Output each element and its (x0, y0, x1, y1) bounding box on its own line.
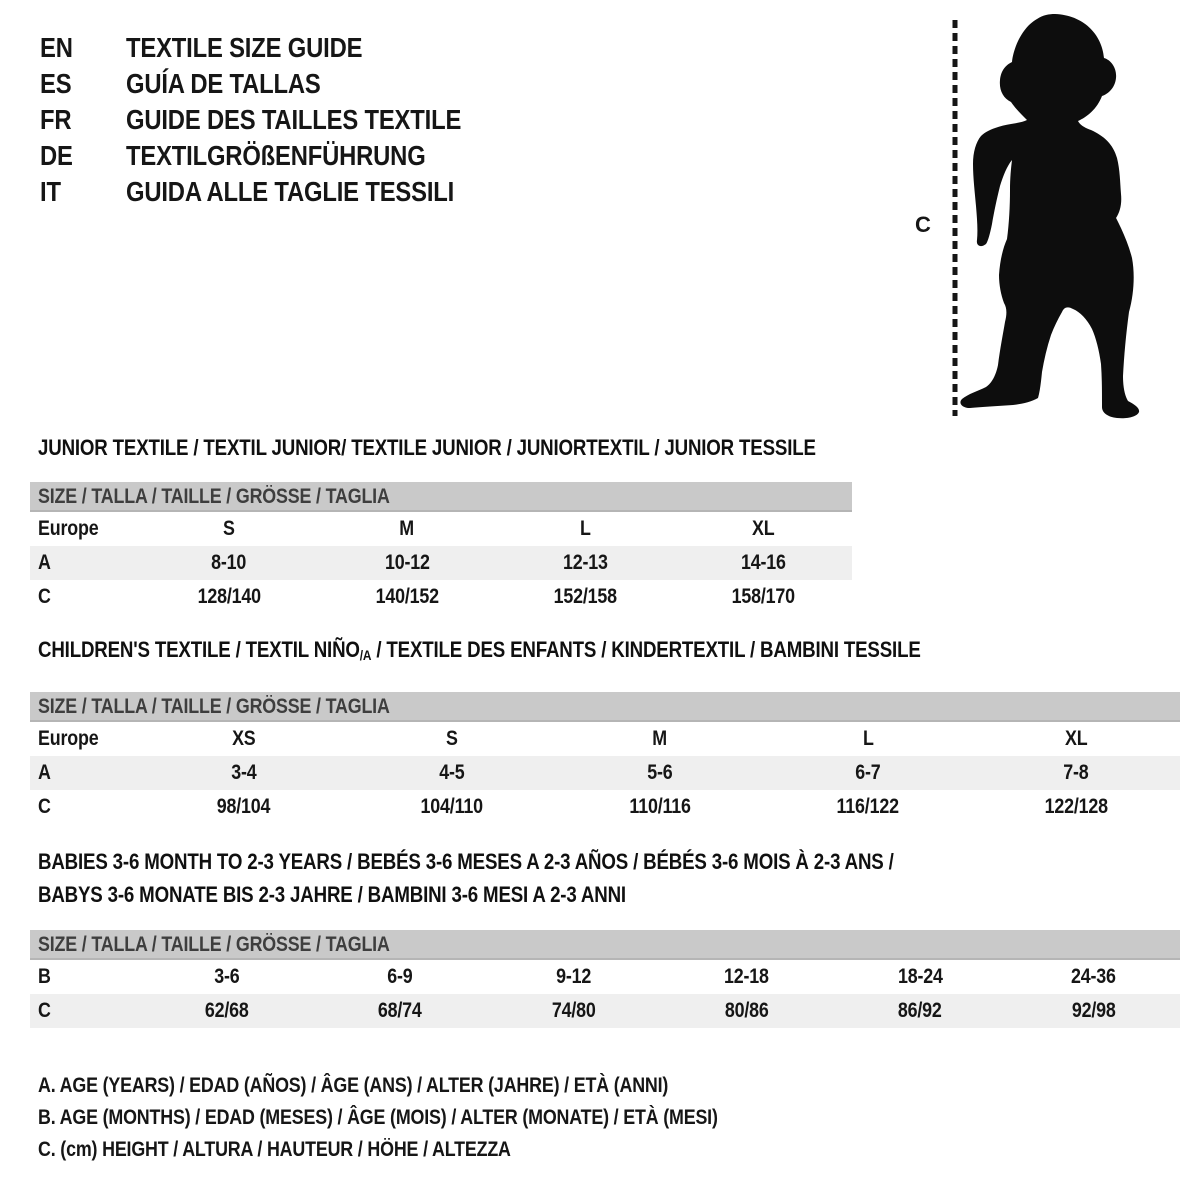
table-cell: 92/98 (1071, 999, 1116, 1022)
table-cell: 10-12 (384, 551, 430, 574)
measurement-legend (38, 1070, 838, 1166)
row-label: C (38, 795, 51, 818)
language-title: GUÍA DE TALLAS (125, 68, 321, 99)
language-code: DE (40, 140, 73, 171)
babies-section-heading: BABIES 3-6 MONTH TO 2-3 YEARS / BEBÉS 3-6 MESES A 2-3 AÑOS / BÉBÉS 3-6 MOIS À 2-3 ANS / BABYS 3-6 MONATE BIS 2-3 JAHRE / BAMBINI 3-6 MESI A 2-3 ANNI (38, 849, 894, 907)
language-title: GUIDA ALLE TAGLIE TESSILI (125, 176, 454, 207)
table-row (30, 546, 852, 580)
language-row-de (40, 138, 520, 174)
language-title: GUIDE DES TAILLES TEXTILE (125, 104, 461, 135)
babies-size-header-bar: SIZE / TALLA / TAILLE / GRÖSSE / TAGLIA (30, 930, 1180, 960)
table-cell: 7-8 (1063, 761, 1089, 784)
table-cell: 74/80 (551, 999, 596, 1022)
table-cell: 152/158 (553, 585, 617, 608)
table-row (30, 512, 852, 546)
table-cell: 80/86 (724, 999, 769, 1022)
table-row (30, 994, 1180, 1028)
table-cell: S (446, 727, 458, 750)
babies-table (30, 930, 1180, 1028)
table-cell: 3-6 (214, 965, 240, 988)
table-row (30, 790, 1180, 824)
table-row (30, 756, 1180, 790)
table-cell: L (579, 517, 591, 540)
table-cell: XL (751, 517, 775, 540)
table-cell: 158/170 (731, 585, 795, 608)
row-label: Europe (38, 727, 99, 750)
row-label: B (38, 965, 51, 988)
row-label: A (38, 551, 51, 574)
table-cell: 128/140 (197, 585, 261, 608)
junior-table (30, 482, 852, 614)
table-cell: 14-16 (740, 551, 786, 574)
table-cell: 9-12 (555, 965, 591, 988)
language-code: EN (40, 32, 73, 63)
legend-line-b: B. AGE (MONTHS) / EDAD (MESES) / ÂGE (MOIS) / ALTER (MONATE) / ETÀ (MESI) (38, 1106, 718, 1129)
table-cell: 5-6 (647, 761, 673, 784)
figure-height-label: C (915, 212, 931, 237)
table-cell: XL (1064, 727, 1088, 750)
language-title: TEXTILE SIZE GUIDE (125, 32, 363, 63)
table-cell: L (862, 727, 874, 750)
baby-silhouette (960, 14, 1139, 418)
table-cell: 18-24 (897, 965, 943, 988)
table-cell: 4-5 (439, 761, 465, 784)
table-cell: 24-36 (1070, 965, 1116, 988)
baby-silhouette-icon (905, 10, 1155, 422)
table-cell: 68/74 (378, 999, 422, 1022)
language-code: IT (40, 176, 61, 207)
table-row (30, 960, 1180, 994)
table-cell: 8-10 (211, 551, 247, 574)
table-cell: 140/152 (375, 585, 439, 608)
table-cell: 6-9 (387, 965, 413, 988)
language-code: FR (40, 104, 72, 135)
table-cell: 12-18 (724, 965, 770, 988)
legend-line-a: A. AGE (YEARS) / EDAD (AÑOS) / ÂGE (ANS) / ALTER (JAHRE) / ETÀ (ANNI) (38, 1074, 669, 1097)
children-table (30, 692, 1180, 824)
table-cell: 12-13 (562, 551, 608, 574)
table-cell: 122/128 (1044, 795, 1108, 818)
table-cell: 86/92 (898, 999, 942, 1022)
children-section-heading: CHILDREN'S TEXTILE / TEXTIL NIÑO/A / TEXTILE DES ENFANTS / KINDERTEXTIL / BAMBINI TESSILE (38, 637, 921, 663)
baby-figure (905, 10, 1155, 422)
language-row-fr (40, 102, 520, 138)
row-label: C (38, 999, 51, 1022)
table-cell: 6-7 (855, 761, 881, 784)
junior-size-header-bar: SIZE / TALLA / TAILLE / GRÖSSE / TAGLIA (30, 482, 852, 512)
table-cell: 110/116 (629, 795, 691, 818)
language-row-en (40, 30, 520, 66)
table-row (30, 580, 852, 614)
language-title: TEXTILGRÖßENFÜHRUNG (125, 140, 426, 171)
children-size-header-bar: SIZE / TALLA / TAILLE / GRÖSSE / TAGLIA (30, 692, 1180, 722)
language-row-es (40, 66, 520, 102)
legend-line-c: C. (cm) HEIGHT / ALTURA / HAUTEUR / HÖHE / ALTEZZA (38, 1138, 511, 1161)
table-cell: 104/110 (420, 795, 484, 818)
table-cell: M (399, 517, 415, 540)
table-cell: 3-4 (231, 761, 257, 784)
table-cell: 62/68 (204, 999, 249, 1022)
table-cell: 116/122 (836, 795, 900, 818)
table-cell: M (652, 727, 668, 750)
row-label: Europe (38, 517, 99, 540)
junior-section-heading: JUNIOR TEXTILE / TEXTIL JUNIOR/ TEXTILE JUNIOR / JUNIORTEXTIL / JUNIOR TESSILE (38, 435, 816, 460)
table-cell: S (223, 517, 235, 540)
row-label: A (38, 761, 51, 784)
language-row-it (40, 174, 520, 210)
heading-subscript: /A (359, 647, 372, 663)
table-cell: 98/104 (217, 795, 271, 818)
row-label: C (38, 585, 51, 608)
table-cell: XS (232, 727, 256, 750)
language-code: ES (40, 68, 72, 99)
table-row (30, 722, 1180, 756)
language-title-block (40, 30, 520, 210)
